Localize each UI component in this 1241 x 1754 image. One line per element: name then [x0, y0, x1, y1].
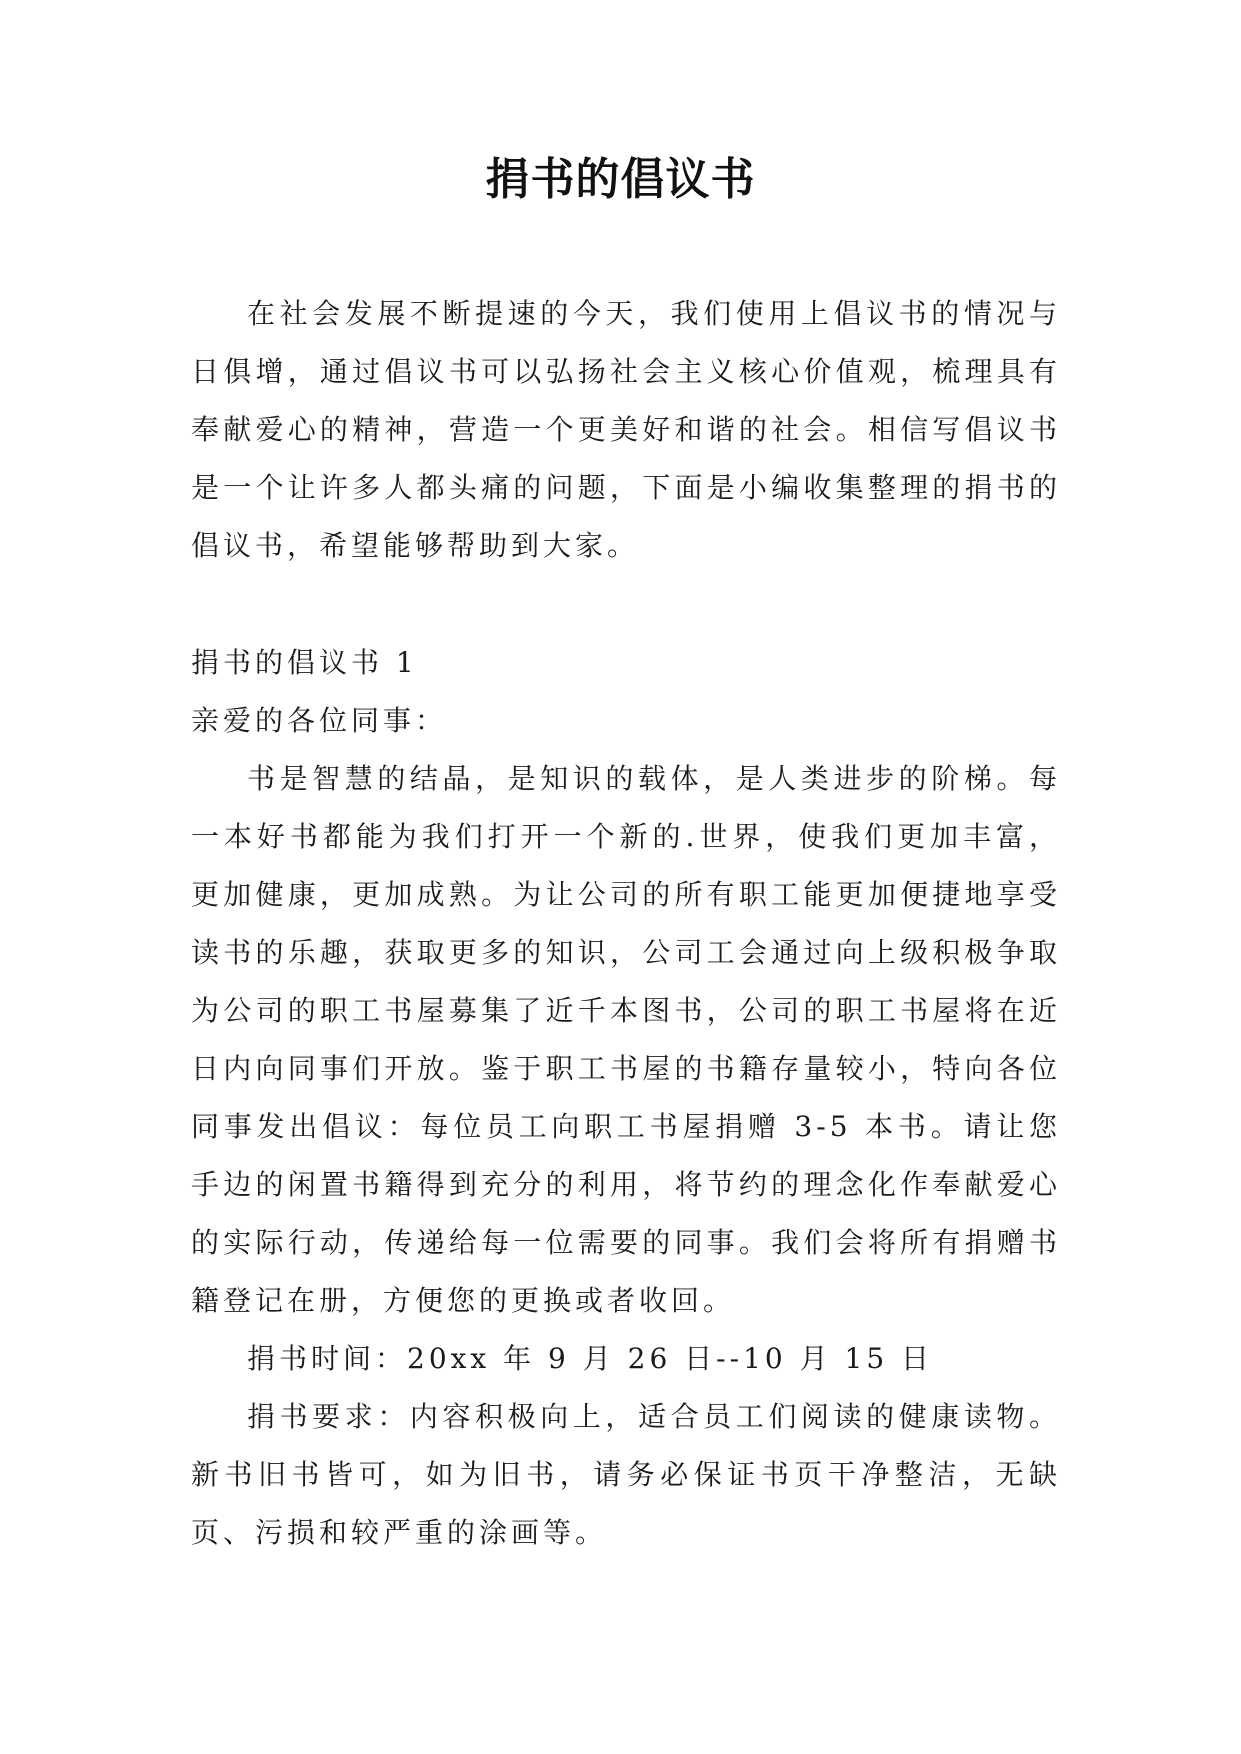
- donation-requirements: 捐书要求：内容积极向上，适合员工们阅读的健康读物。新书旧书皆可，如为旧书，请务必保证书页干净整洁，无缺页、污损和较严重的涂画等。: [191, 1400, 1061, 1549]
- document-title: 捐书的倡议书: [485, 154, 756, 205]
- letter-section: [191, 634, 1061, 1562]
- intro-paragraph: 在社会发展不断提速的今天，我们使用上倡议书的情况与日俱增，通过倡议书可以弘扬社会主义核心价值观，梳理具有奉献爱心的精神，营造一个更美好和谐的社会。相信写倡议书是一个让许多人都头痛的问题，下面是小编收集整理的捐书的倡议书，希望能够帮助到大家。: [191, 297, 1061, 562]
- intro-section: [191, 285, 1061, 575]
- donation-time: 捐书时间：20xx 年 9 月 26 日--10 月 15 日: [247, 1342, 934, 1375]
- section-heading: 捐书的倡议书 1: [191, 646, 418, 679]
- salutation: 亲爱的各位同事：: [191, 704, 448, 737]
- letter-paragraph: 书是智慧的结晶，是知识的载体，是人类进步的阶梯。每一本好书都能为我们打开一个新的.世界，使我们更加丰富，更加健康，更加成熟。为让公司的所有职工能更加便捷地享受读书的乐趣，获取更多的知识，公司工会通过向上级积极争取为公司的职工书屋募集了近千本图书，公司的职工书屋将在近日内向同事们开放。鉴于职工书屋的书籍存量较小，特向各位同事发出倡议：每位员工向职工书屋捐赠 3-5 本书。请让您手边的闲置书籍得到充分的利用，将节约的理念化作奉献爱心的实际行动，传递给每一位需要的同事。我们会将所有捐赠书籍登记在册，方便您的更换或者收回。: [191, 762, 1061, 1317]
